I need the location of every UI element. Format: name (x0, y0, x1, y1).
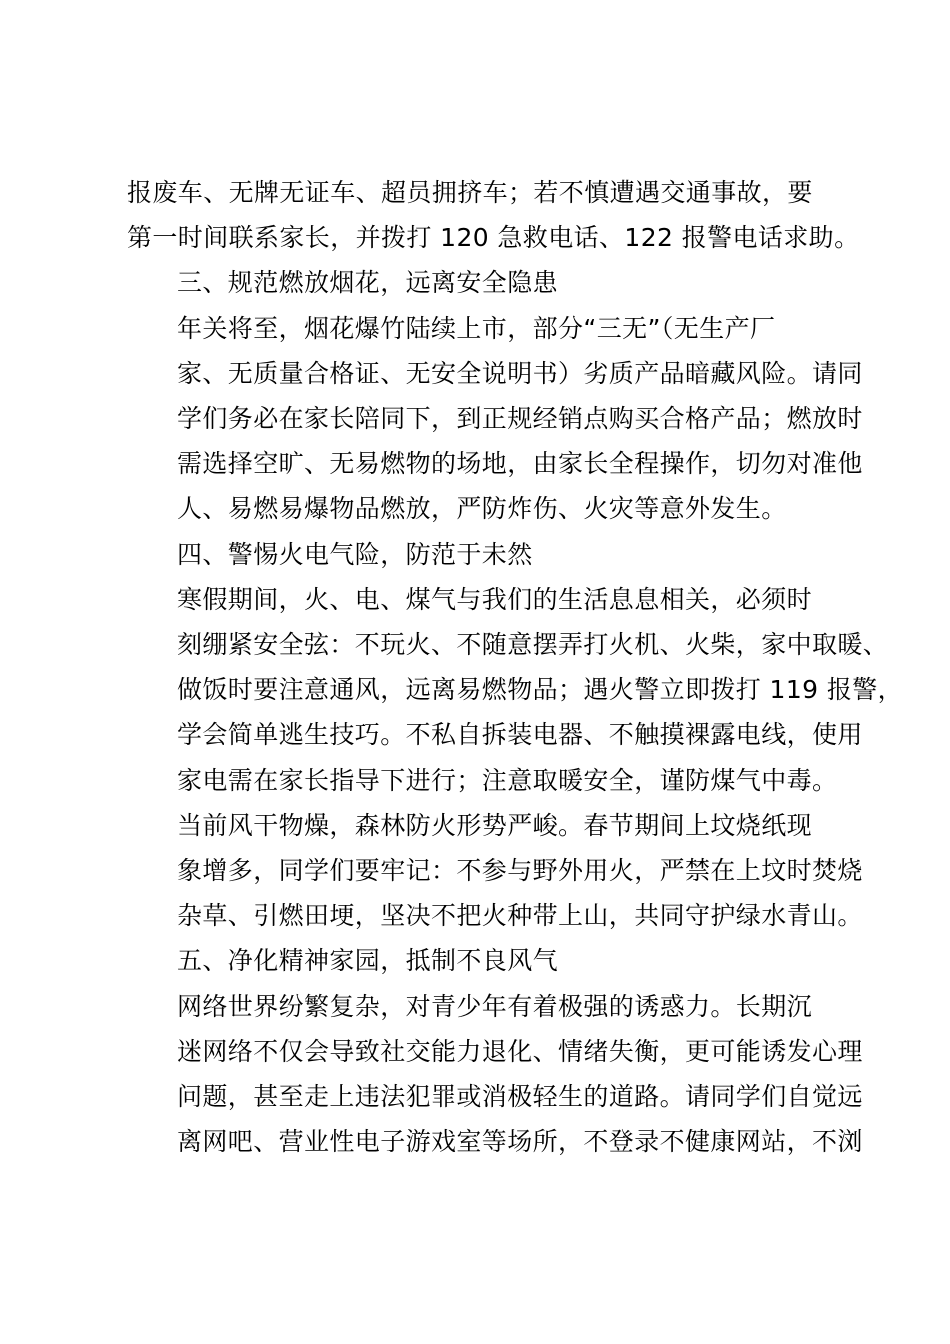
text-line: 离网吧、营业性电子游戏室等场所，不登录不健康网站，不浏 (177, 1127, 863, 1157)
text-line: 需选择空旷、无易燃物的场地，由家长全程操作，切勿对准他 (177, 449, 863, 479)
paragraph-internet (127, 984, 863, 1165)
text-line: 迷网络不仅会导致社交能力退化、情绪失衡，更可能诱发心理 (177, 1036, 863, 1066)
section-heading-fireworks (127, 260, 837, 305)
text-line: 学们务必在家长陪同下，到正规经销点购买合格产品；燃放时 (177, 404, 863, 434)
text-line: 家、无质量合格证、无安全说明书）劣质产品暗藏风险。请同 (177, 358, 863, 388)
text-line: 象增多，同学们要牢记：不参与野外用火，严禁在上坟时焚烧 (177, 856, 863, 886)
text-line: 刻绷紧安全弦：不玩火、不随意摆弄打火机、火柴，家中取暖、 (177, 630, 889, 660)
document-body (127, 170, 904, 1164)
text-line: 当前风干物燥，森林防火形势严峻。春节期间上坟烧纸现 (177, 810, 813, 840)
text-line: 年关将至，烟花爆竹陆续上市，部分“三无”（无生产厂 (177, 313, 776, 343)
text-line: 人、易燃易爆物品燃放，严防炸伤、火灾等意外发生。 (177, 494, 787, 524)
section-heading-fire-electric-gas (127, 532, 837, 577)
text-line: 家电需在家长指导下进行；注意取暖安全，谨防煤气中毒。 (177, 765, 838, 795)
text-line: 寒假期间，火、电、煤气与我们的生活息息相关，必须时 (177, 584, 813, 614)
paragraph-fireworks (127, 306, 863, 532)
text-line: 杂草、引燃田埂，坚决不把火种带上山，共同守护绿水青山。 (177, 901, 863, 931)
heading-text: 三、规范燃放烟花，远离安全隐患 (177, 268, 559, 298)
heading-text: 五、净化精神家园，抵制不良风气 (177, 946, 559, 976)
section-heading-spiritual-home (127, 938, 837, 983)
text-line: 问题，甚至走上违法犯罪或消极轻生的道路。请同学们自觉远 (177, 1082, 863, 1112)
paragraph-fire-electric-gas (127, 577, 904, 803)
text-line: 第一时间联系家长，并拨打 120 急救电话、122 报警电话求助。 (127, 223, 860, 253)
text-line: 做饭时要注意通风，远离易燃物品；遇火警立即拨打 119 报警， (177, 675, 904, 705)
heading-text: 四、警惕火电气险，防范于未然 (177, 539, 533, 569)
text-line: 学会简单逃生技巧。不私自拆装电器、不触摸裸露电线，使用 (177, 720, 863, 750)
paragraph-traffic-continuation (127, 170, 860, 260)
paragraph-forest-fire (127, 803, 863, 939)
text-line: 报废车、无牌无证车、超员拥挤车；若不慎遭遇交通事故，要 (127, 178, 813, 207)
text-line: 网络世界纷繁复杂，对青少年有着极强的诱惑力。长期沉 (177, 991, 813, 1021)
